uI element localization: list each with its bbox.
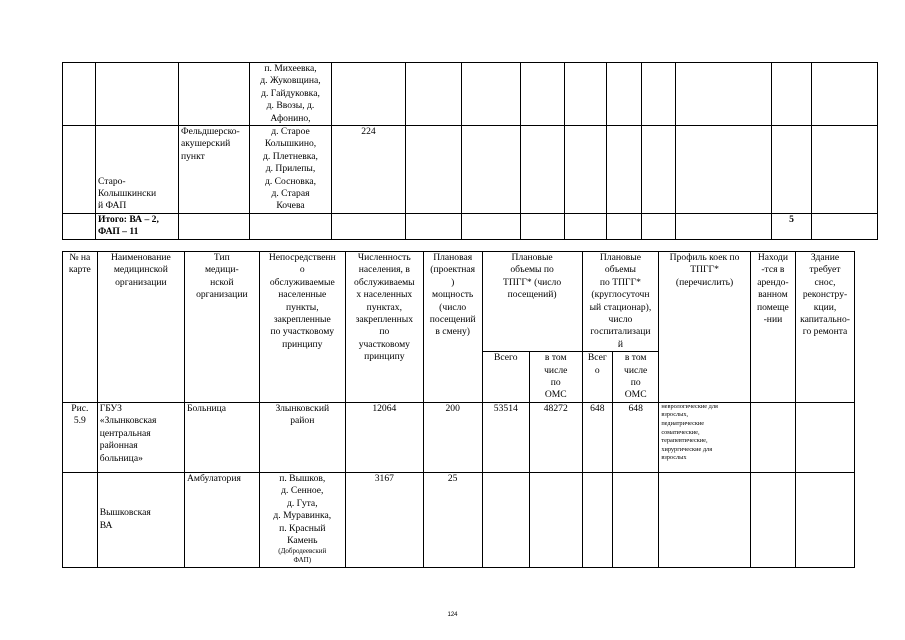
header-hosp-oms: в том числе по ОМС [613, 352, 659, 403]
hosp-total-cell: 648 [582, 402, 613, 472]
org-name-cell: ГБУЗ «Злынковская центральная районная больница» [97, 402, 184, 472]
header-localities: Непосредственн о обслуживаемые населенные пункты, закрепленные по участковому принципу [259, 252, 345, 403]
capacity-cell: 25 [423, 472, 482, 567]
header-beds-profile: Профиль коек по ТПГГ* (перечислить) [659, 252, 751, 403]
capacity-cell: 200 [423, 402, 482, 472]
header-hosp-total: Всег о [582, 352, 613, 403]
visits-total-cell: 53514 [482, 402, 529, 472]
org-type-cell: Фельдшерско- акушерский пункт [179, 126, 250, 214]
org-type-cell: Больница [185, 402, 260, 472]
localities-cell: Злынковский район [259, 402, 345, 472]
population-cell: 12064 [345, 402, 423, 472]
header-rented: Находи -тся в арендо- ванном помеще -нии [750, 252, 795, 403]
total-row [63, 213, 878, 239]
page-number: 124 [447, 612, 458, 618]
localities-cell: п. Михеевка, д. Жуковщина, д. Гайдуковка, д. Ввозы, д. Афонино, [250, 63, 332, 126]
hosp-oms-cell: 648 [613, 402, 659, 472]
org-name-cell: Вышковская ВА [97, 472, 184, 567]
header-population: Численность населения, в обслуживаемы х населенных пунктах, закрепленных по участковому принципу [345, 252, 423, 403]
table-row [63, 402, 855, 472]
header-row [63, 252, 855, 352]
continuation-table [62, 62, 878, 240]
header-visits-oms: в том числе по ОМС [529, 352, 582, 403]
total-label: Итого: ВА – 2, ФАП – 11 [96, 213, 179, 239]
table-row [63, 126, 878, 214]
table-row [63, 472, 855, 567]
localities-cell: п. Вышков, д. Сенное, д. Гута, д. Муравинка, п. Красный Камень (Добродеевский ФАП) [259, 472, 345, 567]
population-cell: 224 [332, 126, 406, 214]
visits-oms-cell: 48272 [529, 402, 582, 472]
table-row [63, 63, 878, 126]
header-capacity: Плановая (проектная ) мощность (число посещений в смену) [423, 252, 482, 403]
localities-cell: д. Старое Колышкино, д. Плетневка, д. Прилепы, д. Сосновка, д. Старая Кочева [250, 126, 332, 214]
map-no-cell: Рис. 5.9 [63, 402, 98, 472]
header-org-type: Тип медици- нской организации [185, 252, 260, 403]
header-demolition: Здание требует снос, реконстру- кции, капитально- го ремонта [796, 252, 855, 403]
header-hospital: Плановые объемы по ТПГГ* (круглосуточн ый стационар), число госпитализаци й [582, 252, 659, 352]
header-map-no: № на карте [63, 252, 98, 403]
org-type-cell: Амбулатория [185, 472, 260, 567]
rented-total: 5 [772, 213, 812, 239]
beds-profile-cell: неврологические для взрослых, педиатрические соматические, терапевтические, хирургические для взрослых [659, 402, 751, 472]
localities-note: ФАП) [293, 556, 312, 565]
localities-note: (Добродеевский [278, 547, 327, 556]
facilities-table [62, 251, 855, 568]
org-name-cell: Старо- Колышкински й ФАП [96, 126, 179, 214]
population-cell: 3167 [345, 472, 423, 567]
header-org-name: Наименование медицинской организации [97, 252, 184, 403]
header-visits-total: Всего [482, 352, 529, 403]
header-visits: Плановые объемы по ТПГГ* (число посещений) [482, 252, 582, 352]
